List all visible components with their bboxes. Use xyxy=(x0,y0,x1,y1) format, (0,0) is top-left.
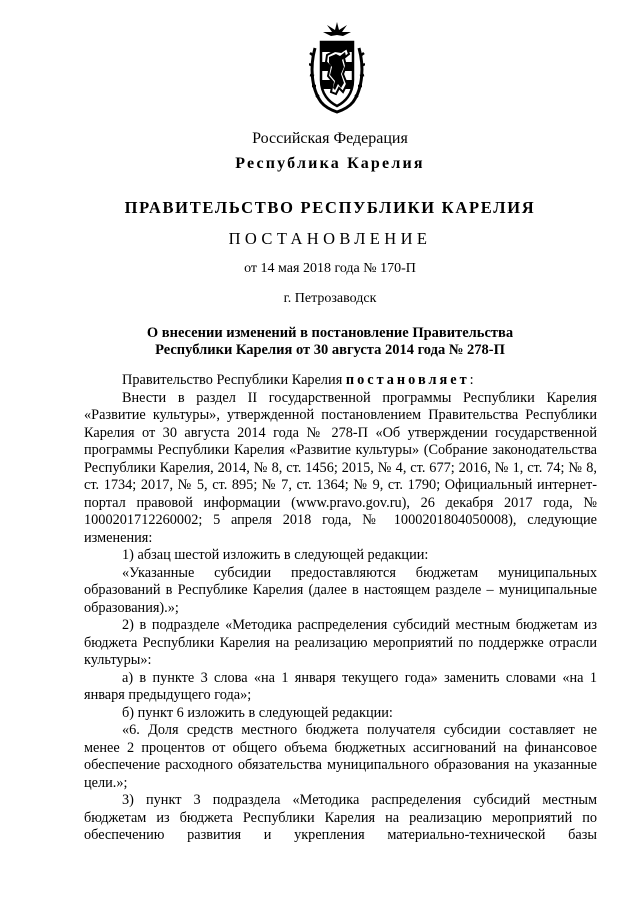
country-name: Российская Федерация xyxy=(252,130,408,147)
subject-line-2: Республики Карелия от 30 августа 2014 года № 278-П xyxy=(155,342,505,358)
subject-line-1: О внесении изменений в постановление Правительства xyxy=(146,325,514,341)
intro-suffix: : xyxy=(469,372,474,388)
item-1: 1) абзац шестой изложить в следующей редакции: xyxy=(122,547,429,563)
paragraph-1: Внести в раздел II государственной программы Республики Карелия «Развитие культуры», утвержденной постановлением Правительства Республики Карелия от 30 августа 2014 года № 278-П «Об утверждении государственной программы Республики Карелия «Развитие культуры» (Собрание законодательства Республики Карелия, 2014, № 8, ст. 1456; 2015, № 4, ст. 677; 2016, № 1, ст. 74; № 8, ст. 1734; 2017, № 5, ст. 895; № 7, ст. 1364; № 9, ст. 1790; Официальный интернет-портал правовой информации (www.pravo.gov.ru), 26 декабря 2017 года, № 1000201712260002; 5 апреля 2018 года, № 1000201804050008), следующие изменения: xyxy=(84,389,597,546)
document-city: г. Петрозаводск xyxy=(283,291,377,306)
republic-of-karelia-coat-of-arms-icon xyxy=(309,22,365,118)
item-1-text: «Указанные субсидии предоставляются бюджетам муниципальных образований в Республике Карелия (далее в настоящем разделе – муниципальные образования).»; xyxy=(84,564,597,616)
item-2b: б) пункт 6 изложить в следующей редакции: xyxy=(122,704,393,721)
document-type: ПОСТАНОВЛЕНИЕ xyxy=(228,229,432,248)
item-2b-text: «6. Доля средств местного бюджета получателя субсидии составляет не менее 2 процентов от общего объема бюджетных ассигнований на финансовое обеспечение расходного обязательства муниципального образования на указанные цели.»; xyxy=(84,722,597,791)
emblem-star xyxy=(323,22,351,36)
item-2a: а) в пункте 3 слова «на 1 января текущего года» заменить словами «на 1 января предыдущего года»; xyxy=(84,669,597,703)
government-name: ПРАВИТЕЛЬСТВО РЕСПУБЛИКИ КАРЕЛИЯ xyxy=(124,198,536,217)
intro-paragraph xyxy=(84,372,597,390)
item-3: 3) пункт 3 подраздела «Методика распределения субсидий местным бюджетам из бюджета Республики Карелия на реализацию мероприятий по обеспечению развития и укрепления материально-технической базы xyxy=(84,792,597,843)
document-date-number: от 14 мая 2018 года № 170-П xyxy=(244,261,416,276)
intro-prefix: Правительство Республики Карелия xyxy=(122,372,346,388)
republic-name: Республика Карелия xyxy=(235,155,425,172)
document-body xyxy=(84,372,597,845)
intro-emphasis: постановляет xyxy=(345,372,470,388)
document-subject xyxy=(80,325,580,359)
item-2: 2) в подразделе «Методика распределения субсидий местным бюджетам из бюджета Республики Карелия на реализацию мероприятий по поддержке отрасли культуры»: xyxy=(84,617,597,668)
